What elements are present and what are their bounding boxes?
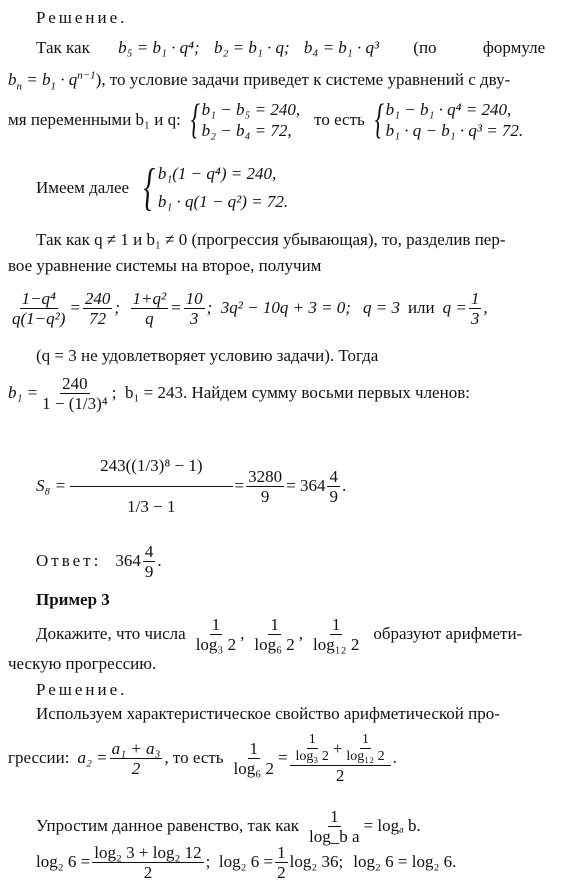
logb-fraction: $\frac{1}{\text{log\_b a}}$ bbox=[309, 806, 360, 846]
solution-line-1 bbox=[36, 38, 556, 58]
b1-prefix: b₁ = bbox=[8, 383, 39, 402]
gressii-prefix: грессии: bbox=[8, 748, 70, 767]
eq-sign: = bbox=[234, 476, 245, 495]
log6-fraction: $\frac{1}{\text{log₆ 2}}$ bbox=[233, 738, 274, 778]
final-half-fraction: $\frac{1}{2}$ bbox=[277, 842, 286, 882]
a2-lhs: a₂ = bbox=[77, 748, 108, 767]
big-num-b: $\frac{1}{\text{log₁₂ 2}}$ bbox=[346, 731, 385, 764]
eq-sign: = bbox=[277, 748, 288, 767]
answer-label: Ответ: bbox=[36, 551, 102, 570]
period: . bbox=[392, 748, 397, 767]
semicolon: ; bbox=[205, 852, 219, 871]
quadratic-equation: 3q² − 10q + 3 = 0; bbox=[220, 298, 351, 317]
brace-icon: { bbox=[374, 97, 384, 143]
semicolon: ; bbox=[111, 383, 125, 402]
solution-2-heading: Решение. bbox=[36, 680, 128, 699]
final-mid: log₂ 6 = bbox=[218, 852, 274, 871]
fraction-1: $\frac{\text{1−q⁴}}{\text{q(1−q²)}}$ bbox=[12, 288, 66, 328]
system-2-row-1: b₁ − b₁ · q⁴ = 240, bbox=[385, 100, 512, 119]
or-text: или bbox=[407, 298, 435, 317]
s8-result-fraction: 4 9 bbox=[329, 466, 338, 506]
use-property-line: Используем характеристическое свойство арифметической про- bbox=[36, 704, 500, 723]
system-2 bbox=[371, 99, 523, 141]
example-3-title: Пример 3 bbox=[36, 590, 110, 609]
formula-b2: b₂ = b₁ · q; bbox=[213, 38, 290, 57]
final-end: log₂ 6 = log₂ 6. bbox=[353, 852, 457, 871]
po-formule-open: (по bbox=[413, 38, 437, 57]
prove-line-2: ческую прогрессию. bbox=[8, 654, 157, 673]
b1-line bbox=[8, 366, 470, 420]
a2-fraction: $\frac{\text{a₁ + a₃}}{2}$ bbox=[111, 738, 161, 778]
final-mid-rhs: log₂ 36; bbox=[289, 852, 344, 871]
big-fraction: 1 log₃ 2 + $\frac{1}{\text{log₁₂ 2}}$ 2 bbox=[290, 732, 391, 785]
number-1-fraction: 1 log₃ 2 bbox=[195, 614, 237, 654]
answer-value: 364 bbox=[115, 551, 141, 570]
po-formule-word: формуле bbox=[482, 38, 546, 57]
q-equals-prefix: q = bbox=[442, 298, 467, 317]
semicolon: ; bbox=[206, 298, 221, 317]
fraction-3: $\frac{\text{1+q²}}{q}$ bbox=[132, 288, 167, 328]
number-2-fraction: 1 log₆ 2 bbox=[254, 614, 295, 654]
system-1-row-2: b₂ − b₄ = 72, bbox=[201, 121, 292, 140]
formula-b5: b₅ = b₁ · q⁴; bbox=[118, 38, 200, 57]
eq-sign: = bbox=[69, 298, 81, 317]
final-lhs: log₂ 6 = bbox=[36, 852, 91, 871]
answer-fraction: 4 9 bbox=[144, 541, 154, 581]
progression-line bbox=[8, 722, 397, 794]
s8-prefix: S₈ = bbox=[36, 476, 67, 495]
note-line: (q = 3 не удовлетворяет условию задачи). Тогда bbox=[36, 346, 379, 365]
number-3-fraction: 1 log₁₂ 2 bbox=[313, 614, 360, 654]
division-line bbox=[8, 280, 488, 336]
prove-text-start: Докажите, что числа bbox=[36, 624, 186, 643]
comma: , bbox=[483, 298, 488, 317]
final-line bbox=[36, 840, 456, 884]
prove-text-end: образуют арифмети- bbox=[373, 624, 523, 643]
logb-rhs: = logₐ b. bbox=[363, 816, 421, 835]
simplify-text: Упростим данное равенство, так как bbox=[36, 816, 300, 835]
big-num-a: 1 log₃ 2 bbox=[295, 731, 329, 764]
brace-icon: { bbox=[190, 97, 200, 143]
prove-line-1: Докажите, что числа 1 log₃ 2 , 1 log₆ 2 , 1 log₁₂ 2 образуют арифмети- bbox=[36, 614, 523, 654]
final-fraction: $\frac{\text{log₂ 3 + log₂ 12}}{2}$ bbox=[94, 842, 202, 882]
semicolon: ; bbox=[114, 298, 129, 317]
s8-line bbox=[36, 440, 346, 532]
b1-value-text: b₁ = 243. Найдем сумму восьми первых членов: bbox=[124, 383, 470, 402]
fraction-2: $\frac{240}{72}$ bbox=[84, 288, 111, 328]
system-1-row-1: b₁ − b₅ = 240, bbox=[201, 100, 301, 119]
b1-fraction: $\frac{240}{\text{1 − (1/3)⁴}}$ bbox=[42, 373, 108, 413]
s8-fraction: $\frac{\text{243((1/3)⁸ − 1)}}{1/3 - 1}$ bbox=[70, 446, 232, 527]
fraction-one-third: $\frac{1}{3}$ bbox=[470, 288, 480, 328]
solution-heading: Решение. bbox=[36, 8, 128, 27]
imeem-dalee-text: Имеем далее bbox=[36, 178, 130, 197]
q-equals-3: q = 3 bbox=[362, 298, 400, 317]
fraction-4: $\frac{10}{3}$ bbox=[185, 288, 203, 328]
s8-mid-fraction: $\frac{3280}{9}$ bbox=[248, 466, 283, 506]
solution-line-3 bbox=[8, 96, 523, 144]
period: . bbox=[157, 551, 162, 570]
eq-sign: = bbox=[170, 298, 182, 317]
to-est-text: то есть bbox=[314, 110, 365, 129]
solution-line-2 bbox=[8, 69, 511, 93]
formula-b4: b₄ = b₁ · q³ bbox=[303, 38, 380, 57]
brace-icon: { bbox=[143, 159, 156, 216]
system-3-row-2: b₁ · q(1 − q²) = 72. bbox=[157, 192, 289, 211]
system-1 bbox=[187, 99, 300, 141]
system-3-row-1: b₁(1 − q⁴) = 240, bbox=[157, 164, 277, 183]
para-line-1: Так как q ≠ 1 и b₁ ≠ 0 (прогрессия убывающая), то, разделив пер- bbox=[36, 230, 506, 249]
period: . bbox=[341, 476, 347, 495]
intro-text: Так как bbox=[36, 38, 90, 57]
para-line-2: вое уравнение системы на второе, получим bbox=[8, 256, 322, 275]
answer-line bbox=[36, 538, 162, 584]
s8-result: = 364 bbox=[286, 476, 326, 495]
to-est-text: , то есть bbox=[164, 748, 224, 767]
formula-bn: $b_n = b_1 \cdot q^{n-1}$ bbox=[8, 69, 96, 93]
system-3 bbox=[139, 160, 288, 216]
line2-text: ), то условие задачи приведет к системе уравнений с дву- bbox=[95, 70, 511, 89]
system-2-row-2: b₁ · q − b₁ · q³ = 72. bbox=[385, 121, 524, 140]
line3-text: мя переменными b₁ и q: bbox=[8, 110, 181, 129]
solution-line-4 bbox=[36, 158, 288, 218]
